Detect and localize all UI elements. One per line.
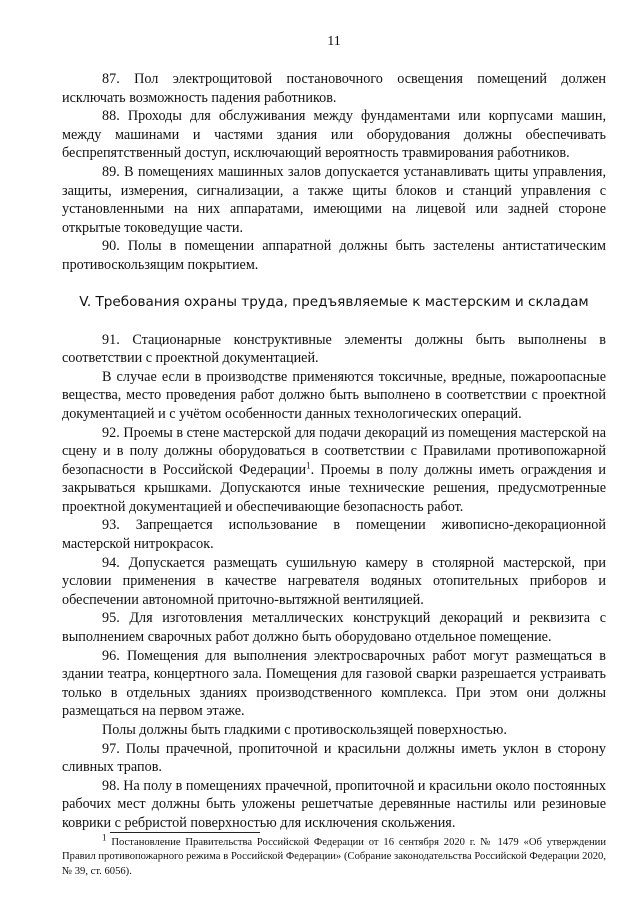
footnote-text: Постановление Правительства Российской Федерации от 16 сентября 2020 г. № 1479 «Об утверждении Правил противопожарного режима в Российской Федерации» (Собрание законодательства Российской Федерации 2020, № 39, ст. 6056). — [62, 837, 606, 877]
paragraph-87: 87. Пол электрощитовой постановочного освещения помещений должен исключать возможность падения работников. — [62, 71, 606, 106]
document-body — [62, 70, 606, 833]
footnote-marker: 1 — [102, 832, 107, 843]
footnote-divider — [110, 832, 260, 833]
footnote-reference: 1 — [306, 459, 311, 470]
paragraph-89: 89. В помещениях машинных залов допускается устанавливать щиты управления, защиты, измерения, сигнализации, а также щиты блоков и станций управления с установленными на них аппаратами, имеющими на лицевой или задней стороне открытые токоведущие части. — [62, 163, 606, 236]
paragraph-88: 88. Проходы для обслуживания между фундаментами или корпусами машин, между машинами и частями здания или оборудования должны обеспечивать беспрепятственный доступ, исключающий вероятность травмирования работников. — [62, 108, 606, 162]
section-heading: V. Требования охраны труда, предъявляемые к мастерским и складам — [79, 293, 589, 310]
paragraph-93: 93. Запрещается использование в помещении живописно-декорационной мастерской нитрокрасок. — [62, 517, 606, 553]
paragraph-94: 94. Допускается размещать сушильную камеру в столярной мастерской, при условии применения в качестве нагревателя водяных отопительных приборов и обеспечении автономной приточно-вытяжной вентиляцией. — [62, 554, 606, 608]
paragraph-92 — [62, 424, 606, 517]
paragraph-92-text-start: 92. Проемы в стене мастерской для подачи декораций из помещения мастерской на сцену и в полу должны оборудоваться в соответствии с Правилами противопожарной безопасности в Российской Федерации — [62, 424, 606, 478]
paragraph-95: 95. Для изготовления металлических конструкций декораций и реквизита с выполнением сварочных работ должно быть оборудовано отдельное помещение. — [62, 610, 606, 646]
paragraph-91: 91. Стационарные конструктивные элементы должны быть выполнены в соответствии с проектной документацией. — [62, 331, 606, 367]
footnote — [62, 832, 606, 879]
paragraph-91-continuation: В случае если в производстве применяются токсичные, вредные, пожароопасные вещества, место проведения работ должно быть выполнено в соответствии с проектной документацией и с учётом особенности данных технологических операций. — [62, 368, 606, 422]
paragraph-96-continuation: Полы должны быть гладкими с противоскользящей поверхностью. — [102, 722, 507, 738]
paragraph-92-text-end: . Проемы в полу должны иметь ограждения и закрываться крышками. Допускаются иные технические решения, предусмотренные проектной документацией и обеспечивающие безопасность работ. — [62, 461, 606, 515]
paragraph-90: 90. Полы в помещении аппаратной должны быть застелены антистатическим противоскользящим покрытием. — [62, 238, 606, 273]
paragraph-98: 98. На полу в помещениях прачечной, пропиточной и красильни около постоянных рабочих мест должны быть уложены решетчатые деревянные настилы или резиновые коврики с ребристой поверхностью для исключения скольжения. — [62, 777, 606, 831]
page-number: 11 — [327, 34, 341, 49]
paragraph-97: 97. Полы прачечной, пропиточной и красильни должны иметь уклон в сторону сливных трапов. — [62, 740, 606, 776]
paragraph-96: 96. Помещения для выполнения электросварочных работ могут размещаться в здании театра, концертного зала. Помещения для газовой сварки разрешается устраивать только в отдельных зданиях производственного комплекса. При этом они должны размещаться на первом этаже. — [62, 647, 606, 720]
